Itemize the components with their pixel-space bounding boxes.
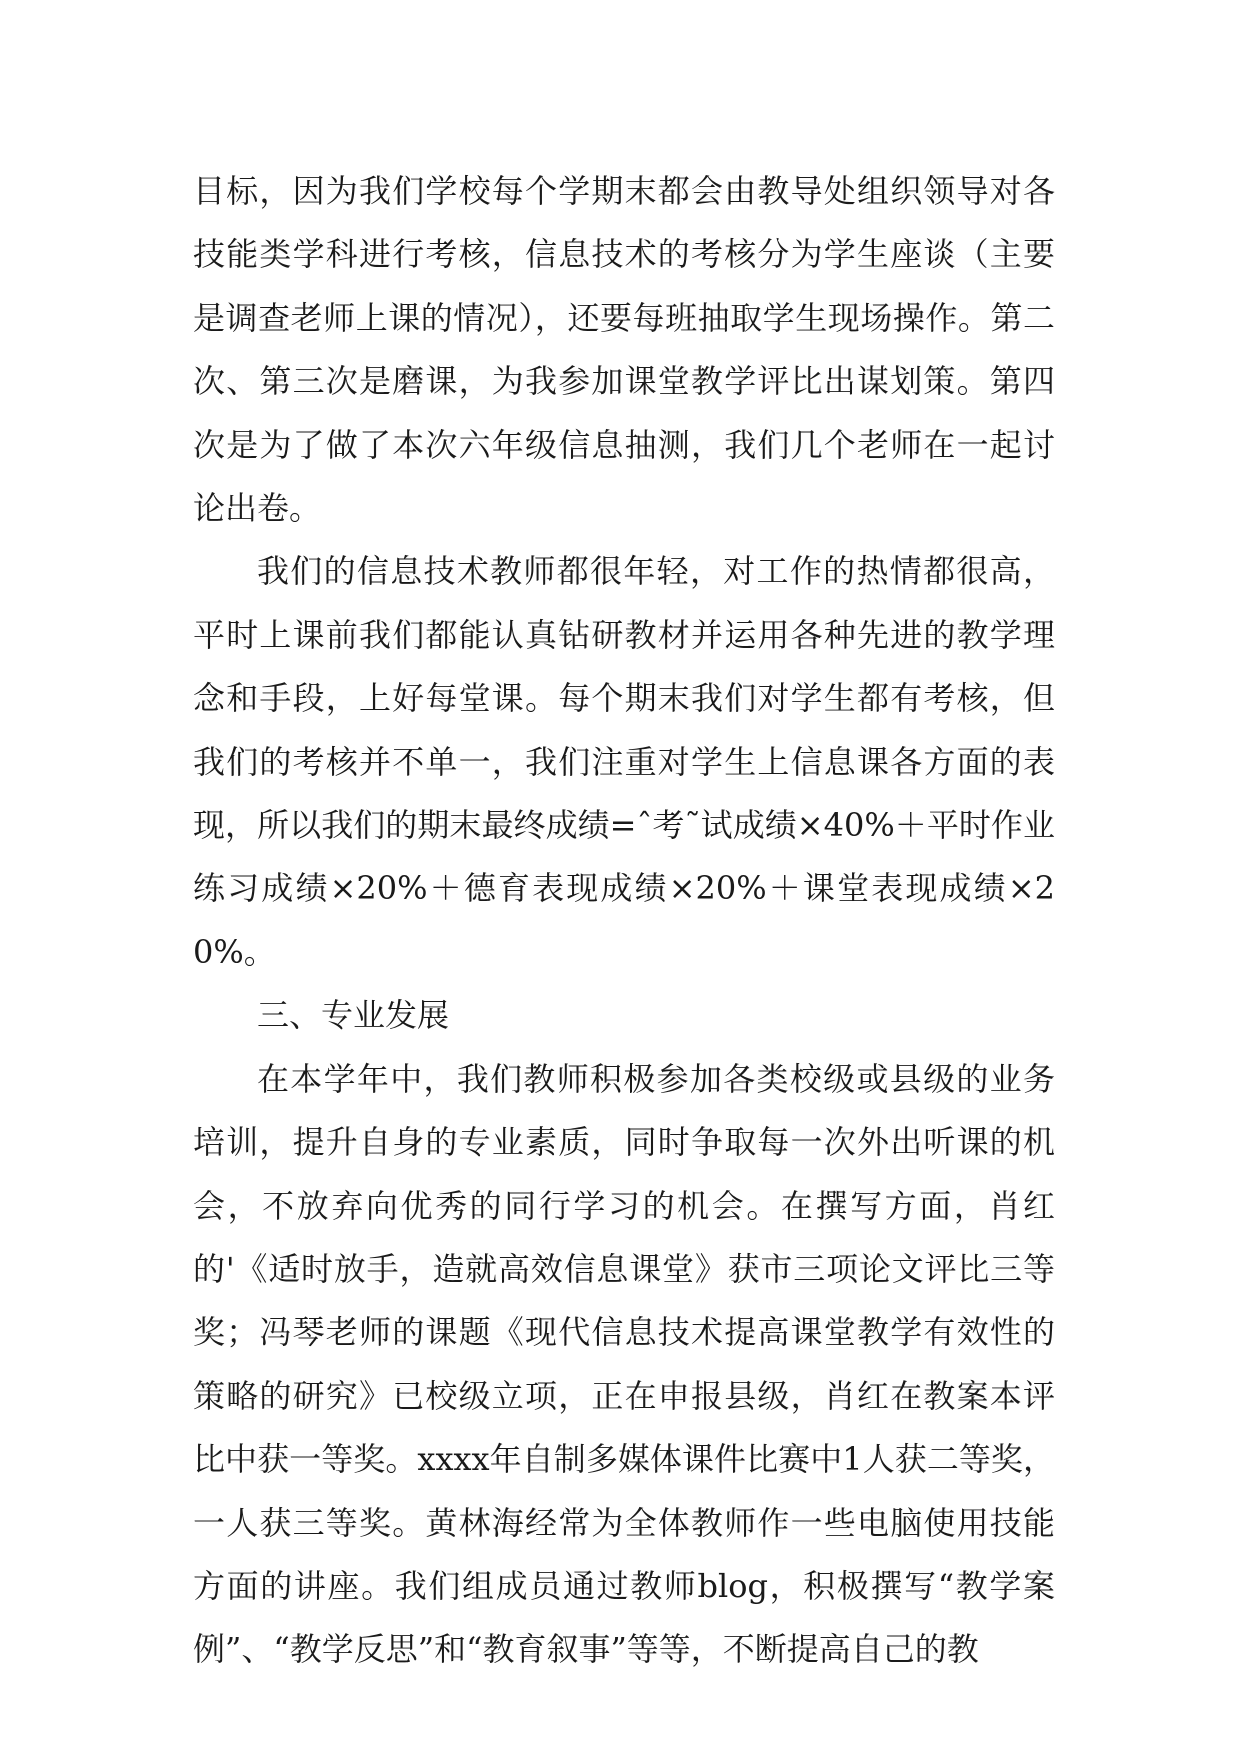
paragraph-continuation: 目标，因为我们学校每个学期末都会由教导处组织领导对各技能类学科进行考核，信息技术的考核分为学生座谈（主要是调查老师上课的情况），还要每班抽取学生现场操作。第二次、第三次是磨课，为我参加课堂教学评比出谋划策。第四次是为了做了本次六年级信息抽测，我们几个老师在一起讨论出卷。 — [193, 172, 1055, 528]
paragraph-teachers: 我们的信息技术教师都很年轻，对工作的热情都很高，平时上课前我们都能认真钻研教材并运用各种先进的教学理念和手段，上好每堂课。每个期末我们对学生都有考核，但我们的考核并不单一，我们注重对学生上信息课各方面的表现，所以我们的期末最终成绩=ˆ考˜试成绩×40%＋平时作业练习成绩×20%＋德育表现成绩×20%＋课堂表现成绩×20%。 — [193, 552, 1055, 971]
section-heading: 三、专业发展 — [257, 996, 450, 1035]
document-body — [193, 160, 1055, 1682]
paragraph-professional-development: 在本学年中，我们教师积极参加各类校级或县级的业务培训，提升自身的专业素质，同时争取每一次外出听课的机会，不放弃向优秀的同行学习的机会。在撰写方面，肖红的'《适时放手，造就高效信息课堂》获市三项论文评比三等奖；冯琴老师的课题《现代信息技术提高课堂教学有效性的策略的研究》已校级立项，正在申报县级，肖红在教案本评比中获一等奖。xxxx年自制多媒体课件比赛中1人获二等奖，一人获三等奖。黄林海经常为全体教师作一些电脑使用技能方面的讲座。我们组成员通过教师blog，积极撰写“教学案例”、“教学反思”和“教育叙事”等等，不断提高自己的教 — [193, 1059, 1055, 1669]
